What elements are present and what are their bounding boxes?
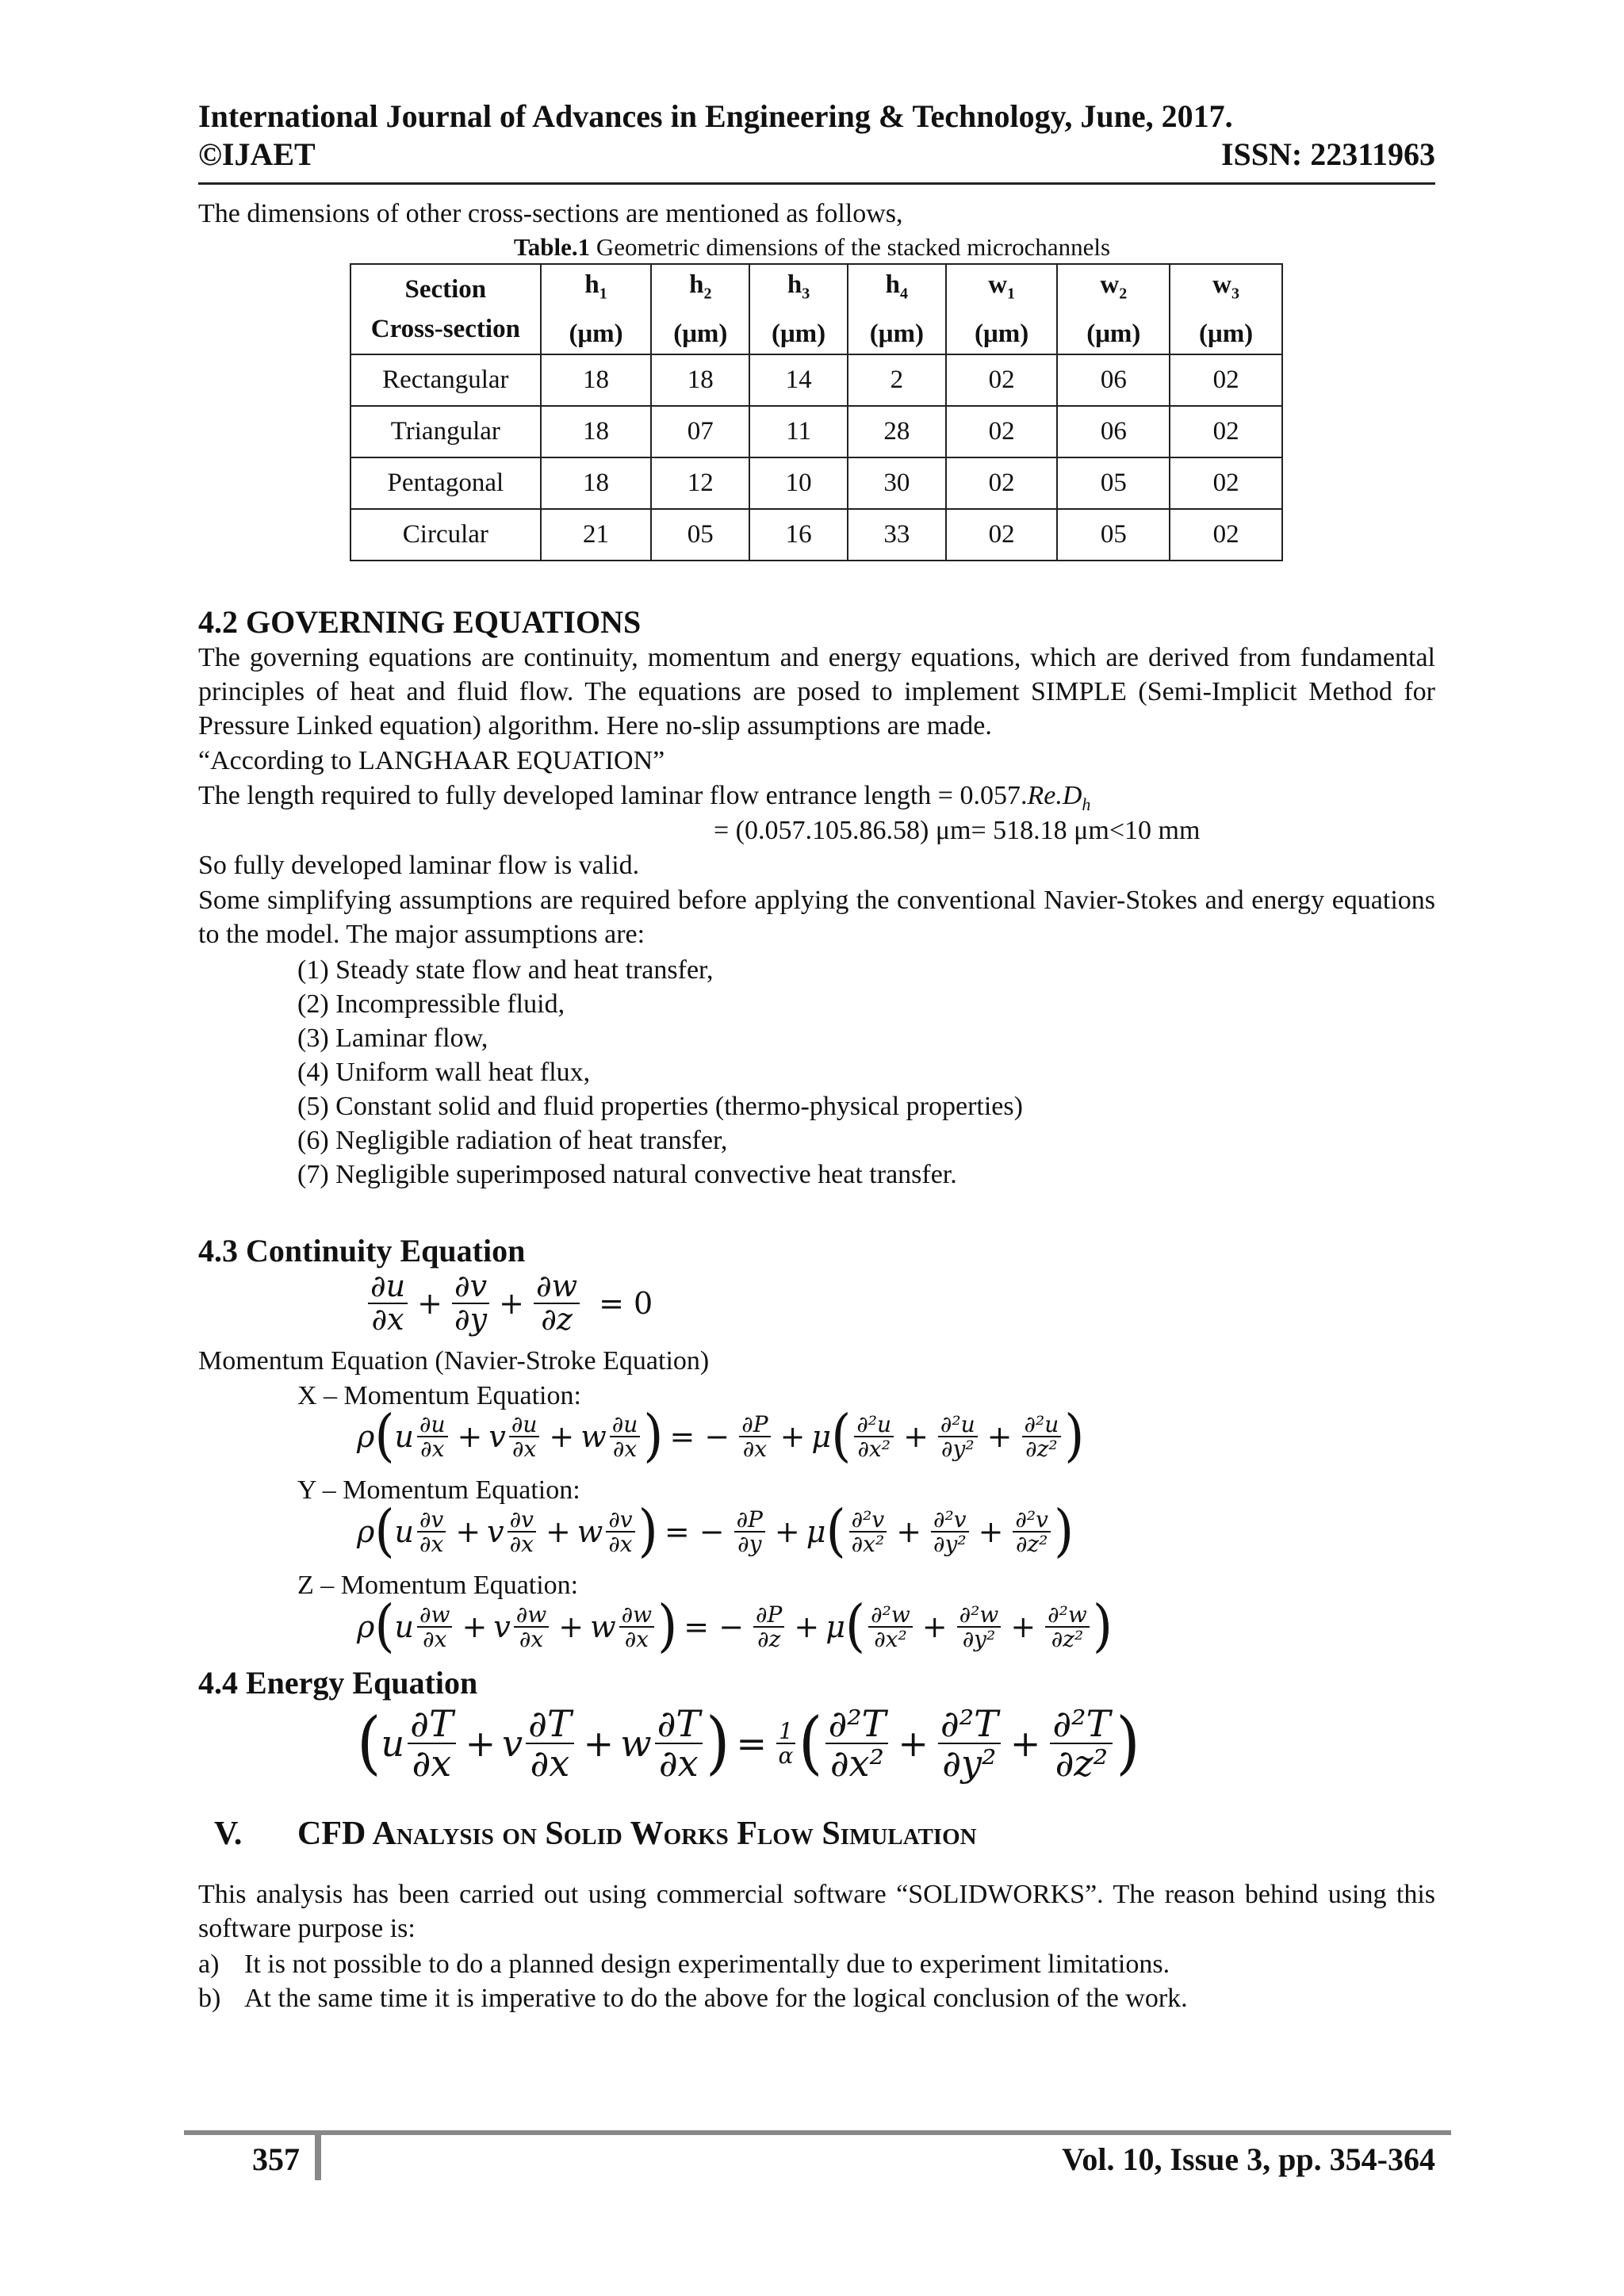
header-rule: [198, 182, 1435, 185]
z-momentum-equation: ρ ( u $\frac{\partial w}{\partial x}$ + v $\frac{\partial w}{\partial x}$ + w $\frac{\partial w}{\partial x}$ ) = − $\frac{\partial P}{\partial z}$ + μ ( $\frac{\text{∂²w}}{\text{∂x²}}$ + $\frac{\text{∂²w}}{\text{∂y²}}$ + $\frac{\text{∂²w}}{\text{∂z²}}$ ): [357, 1594, 1113, 1659]
table-cell: 02: [1170, 457, 1282, 509]
list-text: It is not possible to do a planned design experimentally due to experiment limitations.: [244, 1950, 1170, 1979]
heading-4-3: 4.3 Continuity Equation: [198, 1233, 526, 1269]
table-caption-text: Geometric dimensions of the stacked microchannels: [590, 233, 1111, 261]
table-header-cell: [749, 264, 848, 354]
y-momentum-equation: ρ ( u $\frac{\partial v}{\partial x}$ + v $\frac{\partial v}{\partial x}$ + w $\frac{\partial v}{\partial x}$ ) = − $\frac{\partial P}{\partial y}$ + μ ( $\frac{\text{∂²v}}{\text{∂x²}}$ + $\frac{\text{∂²v}}{\text{∂y²}}$ + $\frac{\text{∂²v}}{\text{∂z²}}$ ): [357, 1498, 1074, 1564]
list-text: At the same time it is imperative to do the above for the logical conclusion of the work.: [244, 1984, 1188, 2013]
intro-line: The dimensions of other cross-sections are mentioned as follows,: [198, 199, 903, 228]
assumption-item: (6) Negligible radiation of heat transfer,: [297, 1126, 728, 1155]
table-header-cell: [350, 264, 541, 354]
assumption-item: (1) Steady state flow and heat transfer,: [297, 955, 714, 985]
table-cell: 28: [848, 406, 946, 457]
table-cell: 05: [651, 509, 749, 561]
table-cell: 02: [1170, 406, 1282, 457]
table-header-cell: [541, 264, 652, 354]
cfd-reason-list: [198, 1947, 1188, 2015]
header-unit: (μm): [569, 319, 623, 348]
assumption-item: (4) Uniform wall heat flux,: [297, 1058, 591, 1087]
header-unit: (μm): [1199, 319, 1254, 348]
assumption-list: [297, 953, 1023, 1192]
table-cell: 30: [848, 457, 946, 509]
volume-info: Vol. 10, Issue 3, pp. 354-364: [1062, 2141, 1435, 2177]
heading-4-2: 4.2 GOVERNING EQUATIONS: [198, 604, 642, 640]
table-caption: [0, 234, 1624, 261]
table-cell: Circular: [350, 509, 541, 561]
y-momentum-label: Y – Momentum Equation:: [297, 1475, 580, 1505]
footer-rule: [184, 2130, 1451, 2135]
table-header-cell: [1170, 264, 1282, 354]
continuity-equation: $\frac{\partial u}{\partial x}$ + $\frac{\partial v}{\partial y}$ + $\frac{\partial w}{\partial z}$ = 0: [365, 1271, 659, 1336]
table-cell: Rectangular: [350, 354, 541, 406]
copyright: ©IJAET: [198, 136, 316, 172]
table-cell: 02: [946, 406, 1058, 457]
table-cell: Pentagonal: [350, 457, 541, 509]
header-unit: (μm): [869, 319, 924, 348]
x-momentum-label: X – Momentum Equation:: [297, 1381, 581, 1410]
table-row: [350, 509, 1282, 561]
page-number: 357: [252, 2141, 300, 2177]
header-label: $h_2$: [689, 270, 712, 303]
list-marker: a): [198, 1950, 220, 1979]
z-momentum-label: Z – Momentum Equation:: [297, 1571, 579, 1600]
table-cell: 16: [749, 509, 848, 561]
para-cfd: This analysis has been carried out using commercial software “SOLIDWORKS”. The reason behind using this software purpose is:: [198, 1880, 1435, 1943]
table-cell: 18: [651, 354, 749, 406]
table-cell: 02: [946, 354, 1058, 406]
table-header-cell: [946, 264, 1058, 354]
table-cell: 06: [1057, 354, 1170, 406]
header-unit: (μm): [771, 319, 826, 348]
langhaar-line: “According to LANGHAAR EQUATION”: [198, 746, 665, 775]
table-header-cell: [651, 264, 749, 354]
flow-valid-line: So fully developed laminar flow is valid.: [198, 851, 640, 880]
assumption-item: (3) Laminar flow,: [297, 1024, 488, 1053]
table-header-row: [350, 264, 1282, 354]
table-cell: Triangular: [350, 406, 541, 457]
table-cell: 05: [1057, 509, 1170, 561]
x-momentum-equation: ρ ( u $\frac{\partial u}{\partial x}$ + v $\frac{\partial u}{\partial x}$ + w $\frac{\partial u}{\partial x}$ ) = − $\frac{\partial P}{\partial x}$ + μ ( $\frac{\text{∂²u}}{\text{∂x²}}$ + $\frac{\text{∂²u}}{\text{∂y²}}$ + $\frac{\text{∂²u}}{\text{∂z²}}$ ): [357, 1403, 1085, 1469]
table-cell: 02: [946, 457, 1058, 509]
table-cell: 21: [541, 509, 652, 561]
table-cell: 02: [946, 509, 1058, 561]
assumption-item: (7) Negligible superimposed natural convective heat transfer.: [297, 1160, 957, 1189]
footer-divider: [315, 2133, 321, 2180]
table-cell: 07: [651, 406, 749, 457]
entrance-prefix: The length required to fully developed laminar flow entrance length = 0.057.: [198, 781, 1028, 810]
table-cell: 02: [1170, 354, 1282, 406]
header-label: $h_4$: [885, 270, 909, 303]
header-label: $h_3$: [787, 270, 810, 303]
table-cell: 14: [749, 354, 848, 406]
table-cell: 18: [541, 457, 652, 509]
section-5-numeral: V.: [214, 1816, 243, 1852]
heading-4-4: 4.4 Energy Equation: [198, 1665, 478, 1701]
entrance-calc: = (0.057.105.86.58) μm= 518.18 μm<10 mm: [714, 816, 1201, 845]
list-marker: b): [198, 1984, 221, 2013]
table-header-cell: [848, 264, 946, 354]
assumption-item: (2) Incompressible fluid,: [297, 989, 565, 1019]
table-cell: 05: [1057, 457, 1170, 509]
table-row: [350, 457, 1282, 509]
table-cell: 18: [541, 354, 652, 406]
table-cell: 33: [848, 509, 946, 561]
table-cell: 06: [1057, 406, 1170, 457]
table-header-cell: [1057, 264, 1170, 354]
table-cell: 18: [541, 406, 652, 457]
header-label: $w_3$: [1212, 270, 1240, 303]
para-assumptions: Some simplifying assumptions are required before applying the conventional Navier-Stokes and energy equations to the model. The major assumptions are:: [198, 886, 1435, 949]
energy-equation: ( u $\frac{\partial T}{\partial x}$ + v $\frac{\partial T}{\partial x}$ + w $\frac{\partial T}{\partial x}$ ) = $\frac{1}{\alpha}$ ( $\frac{\text{∂²T}}{\text{∂x²}}$ + $\frac{\text{∂²T}}{\text{∂y²}}$ + $\frac{\text{∂²T}}{\text{∂z²}}$ ): [357, 1702, 1140, 1785]
assumption-item: (5) Constant solid and fluid properties (thermo-physical properties): [297, 1092, 1023, 1121]
para-governing: The governing equations are continuity, momentum and energy equations, which are derived from fundamental principles of heat and fluid flow. The equations are posed to implement SIMPLE (Semi-Implicit Method for Pressure Linked equation) algorithm. Here no-slip assumptions are made.: [198, 643, 1435, 740]
journal-title: International Journal of Advances in Engineering & Technology, June, 2017.: [198, 98, 1233, 134]
table-caption-label: Table.1: [513, 233, 591, 261]
cfd-reason-item: [198, 1947, 1188, 1981]
entrance-sub: h: [1082, 794, 1091, 814]
header-unit: (μm): [1086, 319, 1141, 348]
header-unit: (μm): [975, 319, 1029, 348]
table-cell: 10: [749, 457, 848, 509]
table-cell: 2: [848, 354, 946, 406]
geometry-table: [350, 263, 1283, 561]
section-5-title: CFD Analysis on Solid Works Flow Simulation: [297, 1816, 977, 1852]
issn: ISSN: 22311963: [1220, 136, 1435, 172]
momentum-title: Momentum Equation (Navier-Stroke Equation): [198, 1346, 710, 1376]
table-cell: 12: [651, 457, 749, 509]
table-cell: 11: [749, 406, 848, 457]
table-row: [350, 354, 1282, 406]
header-label: $w_2$: [1100, 270, 1128, 303]
entrance-var: Re.D: [1027, 781, 1082, 810]
header-label: Section: [404, 275, 487, 304]
cfd-reason-item: [198, 1981, 1188, 2015]
header-label: $w_1$: [988, 270, 1016, 303]
header-unit: Cross-section: [370, 315, 520, 343]
table-cell: 02: [1170, 509, 1282, 561]
header-label: $h_1$: [584, 270, 607, 303]
table-row: [350, 406, 1282, 457]
header-unit: (μm): [673, 319, 728, 348]
